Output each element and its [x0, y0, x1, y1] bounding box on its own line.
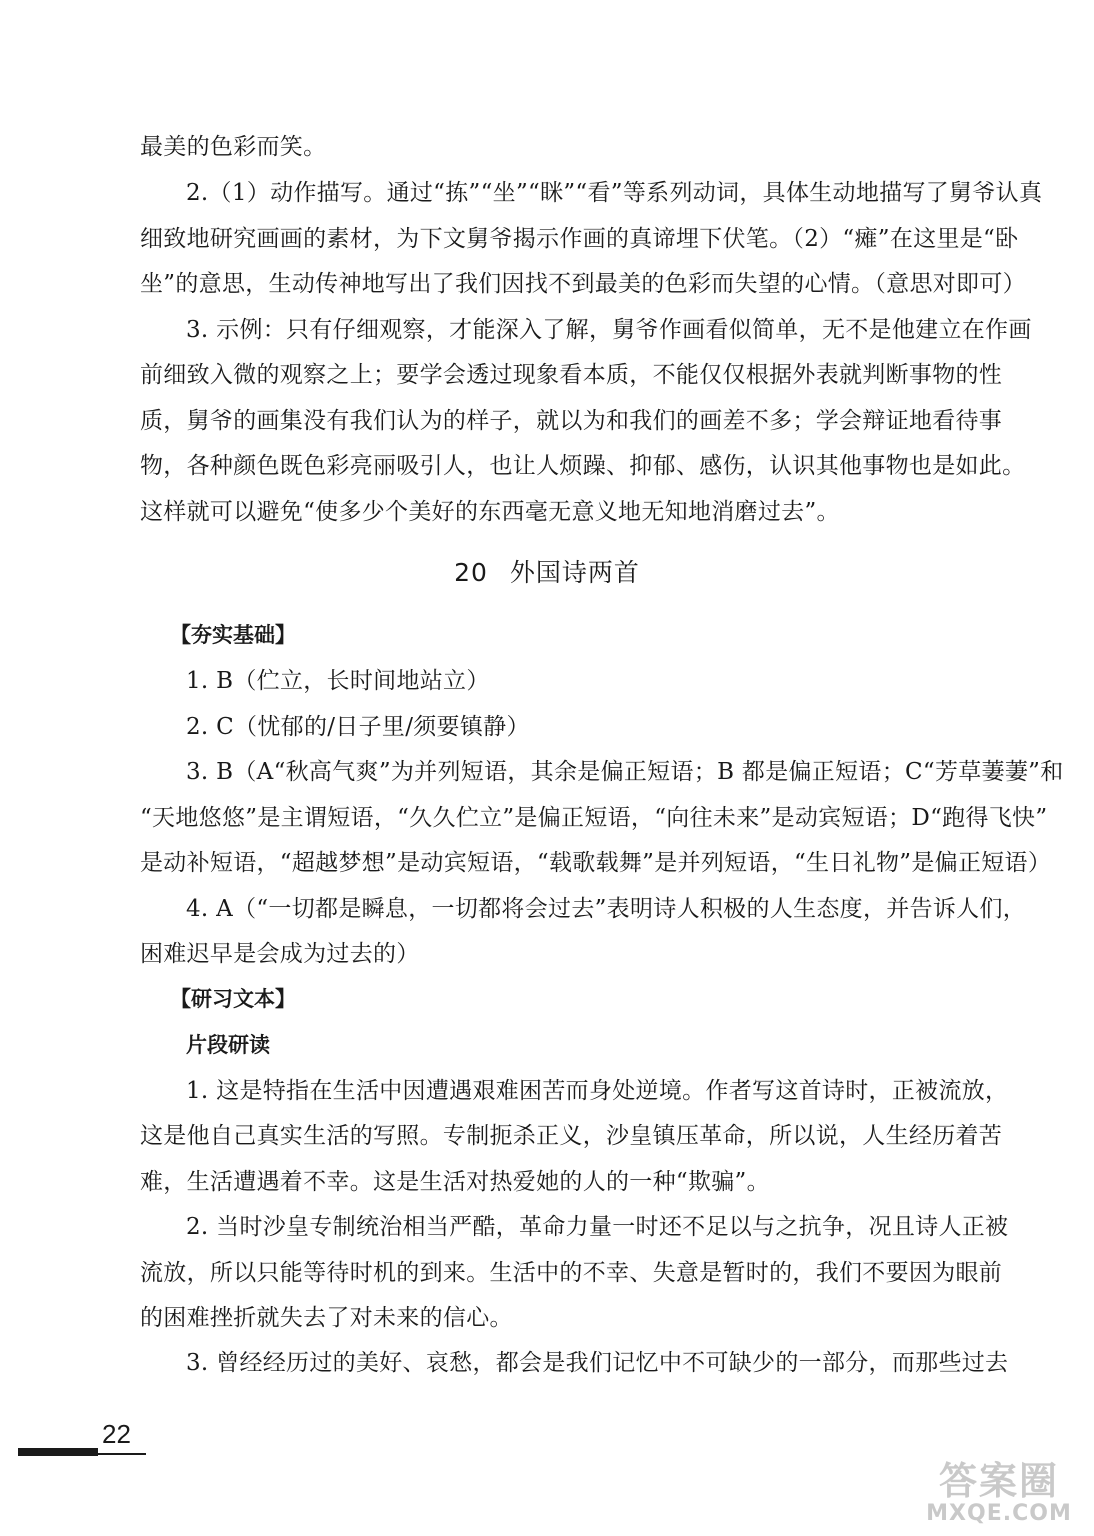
text-line: 2. C（忧郁的/日子里/须要镇静） [186, 714, 530, 740]
text-line: 2.（1）动作描写。通过“拣”“坐”“眯”“看”等系列动词，具体生动地描写了舅爷认真 [186, 180, 1043, 206]
page-number: 22 [102, 1419, 131, 1449]
text-line: 坐”的意思，生动传神地写出了我们因找不到最美的色彩而失望的心情。（意思对即可） [140, 271, 1026, 297]
lesson-heading [0, 556, 1094, 590]
text-line: 最美的色彩而笑。 [140, 134, 327, 160]
text-line: 1. B（伫立，长时间地站立） [186, 668, 490, 694]
watermark-url: MXQE.COM [926, 1501, 1072, 1526]
text-line: 2. 当时沙皇专制统治相当严酷，革命力量一时还不足以与之抗争，况且诗人正被 [186, 1214, 1009, 1240]
text-line: 的困难挫折就失去了对未来的信心。 [140, 1305, 513, 1331]
footer-bar [18, 1448, 98, 1456]
text-line: 3. B（A“秋高气爽”为并列短语，其余是偏正短语；B 都是偏正短语；C“芳草萋萋”和 [186, 759, 1064, 785]
text-line: 是动补短语，“超越梦想”是动宾短语，“载歌载舞”是并列短语，“生日礼物”是偏正短语） [140, 850, 1052, 876]
text-line: 难，生活遭遇着不幸。这是生活对热爱她的人的一种“欺骗”。 [140, 1169, 770, 1195]
text-line: 这样就可以避免“使多少个美好的东西毫无意义地无知地消磨过去”。 [140, 499, 840, 525]
section-title-basics: 【夯实基础】 [170, 623, 296, 647]
text-line: “天地悠悠”是主谓短语，“久久伫立”是偏正短语，“向往未来”是动宾短语；D“跑得飞快” [140, 805, 1048, 831]
text-line: 1. 这是特指在生活中因遭遇艰难困苦而身处逆境。作者写这首诗时，正被流放， [186, 1078, 1009, 1104]
text-line: 3. 曾经经历过的美好、哀愁，都会是我们记忆中不可缺少的一部分，而那些过去 [186, 1350, 1009, 1376]
watermark-logo [914, 1460, 1084, 1532]
text-line: 前细致入微的观察之上；要学会透过现象看本质，不能仅仅根据外表就判断事物的性 [140, 362, 1003, 388]
text-line: 困难迟早是会成为过去的） [140, 941, 420, 967]
lesson-number: 20 [454, 558, 488, 587]
subsection-title-fragment: 片段研读 [186, 1033, 270, 1057]
text-line: 4. A（“一切都是瞬息，一切都将会过去”表明诗人积极的人生态度，并告诉人们， [186, 896, 1027, 922]
text-line: 这是他自己真实生活的写照。专制扼杀正义，沙皇镇压革命，所以说，人生经历着苦 [140, 1123, 1003, 1149]
lesson-title: 外国诗两首 [509, 558, 640, 587]
text-line: 细致地研究画画的素材，为下文舅爷揭示作画的真谛埋下伏笔。（2）“瘫”在这里是“卧 [140, 226, 1019, 252]
text-line: 物，各种颜色既色彩亮丽吸引人，也让人烦躁、抑郁、感伤，认识其他事物也是如此。 [140, 453, 1026, 479]
text-line: 3. 示例：只有仔细观察，才能深入了解，舅爷作画看似简单，无不是他建立在作画 [186, 317, 1032, 343]
watermark-logo-text: 答案圈 [938, 1459, 1059, 1503]
text-line: 质，舅爷的画集没有我们认为的样子，就以为和我们的画差不多；学会辩证地看待事 [140, 408, 1003, 434]
text-line: 流放，所以只能等待时机的到来。生活中的不幸、失意是暂时的，我们不要因为眼前 [140, 1260, 1003, 1286]
footer-rule [98, 1453, 146, 1455]
section-title-study: 【研习文本】 [170, 987, 296, 1011]
